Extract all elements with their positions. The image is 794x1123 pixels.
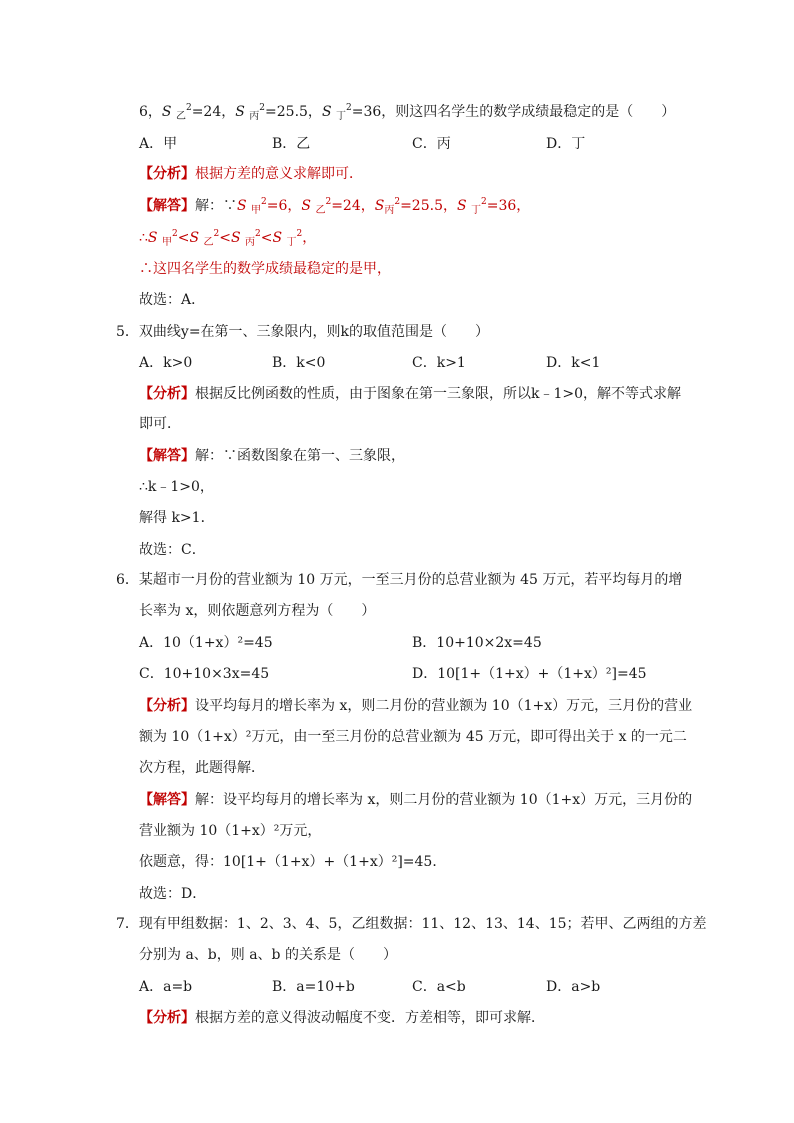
- q6-answer: 故选：D．: [139, 886, 207, 902]
- q6-analysis-text-3: 次方程，此题得解．: [139, 760, 265, 776]
- q5-option-b: B．k<0: [272, 355, 326, 371]
- q4-solution-tag: 【解答】: [139, 198, 195, 214]
- q7-number: 7．: [116, 916, 139, 932]
- q5-solution-tag: 【解答】: [139, 448, 195, 464]
- q6-analysis-tag: 【分析】: [139, 698, 195, 714]
- q6-solution-text-1: 解：设平均每月的增长率为 x，则二月份的营业额为 10（1+x）万元，三月份的: [195, 792, 693, 808]
- q6-solution: [139, 790, 692, 810]
- q7-analysis-tag: 【分析】: [139, 1010, 195, 1026]
- q4-analysis-tag: 【分析】: [139, 166, 195, 182]
- q4-solution-lead: 解：∵: [195, 198, 237, 214]
- q6-option-b: B．10+10×2x=45: [412, 635, 542, 651]
- q5-stem: [116, 322, 489, 342]
- q6-solution-text-2: 营业额为 10（1+x）²万元，: [139, 823, 322, 839]
- q4-inequality: ∴S $_甲^2$<S $_乙^2$<S $_丙^2$<S $_丁^2$，: [139, 229, 317, 248]
- q7-option-b: B．a=10+b: [272, 979, 355, 995]
- q4-analysis-text: 根据方差的意义求解即可．: [195, 166, 363, 182]
- q5-solution-text-3: 解得 k>1．: [139, 510, 215, 526]
- q4-analysis: [139, 164, 363, 184]
- q5-analysis-text-1: 根据反比例函数的性质，由于图象在第一三象限，所以k﹣1>0，解不等式求解: [195, 386, 682, 402]
- q5-solution-text-1: 解：∵函数图象在第一、三象限，: [195, 448, 405, 464]
- q6-number: 6．: [116, 572, 139, 588]
- q6-analysis-text-1: 设平均每月的增长率为 x，则二月份的营业额为 10（1+x）万元，三月份的营业: [195, 698, 693, 714]
- q5-number: 5．: [116, 324, 139, 340]
- q5-option-a: A．k>0: [139, 355, 193, 371]
- q4-conclusion: ∴这四名学生的数学成绩最稳定的是甲，: [139, 261, 391, 277]
- q6-stem: [116, 570, 682, 590]
- q7-analysis: [139, 1008, 545, 1028]
- q4-solution: 【解答】解：∵S $_甲^2$=6，S $_乙^2$=24，$S_丙^2=25.5$，S $_丁^2$=36，: [139, 197, 531, 216]
- q4-option-b: B．乙: [272, 136, 311, 152]
- q7-stem-text-1: 现有甲组数据：1、2、3、4、5，乙组数据：11、12、13、14、15；若甲、乙两组的方差: [138, 916, 707, 932]
- q6-stem-text-2: 长率为 x，则依题意列方程为（ ）: [139, 603, 376, 619]
- q7-option-d: D．a>b: [546, 979, 601, 995]
- q6-analysis: [139, 696, 692, 716]
- q7-option-c: C．a<b: [412, 979, 466, 995]
- q4-stem-tail: ，则这四名学生的数学成绩最稳定的是（ ）: [381, 104, 676, 120]
- q7-analysis-text: 根据方差的意义得波动幅度不变．方差相等，即可求解．: [195, 1010, 545, 1026]
- q5-solution-text-2: ∴k﹣1>0，: [139, 479, 214, 495]
- q6-solution-tag: 【解答】: [139, 792, 195, 808]
- q6-option-d: D．10[1+（1+x）+（1+x）²]=45: [412, 666, 647, 682]
- q5-option-c: C．k>1: [412, 355, 466, 371]
- q6-option-c: C．10+10×3x=45: [139, 666, 270, 682]
- q7-stem-text-2: 分别为 a、b，则 a、b 的关系是（ ）: [139, 947, 397, 963]
- q7-stem: [116, 914, 707, 934]
- q4-option-a: A．甲: [139, 136, 178, 152]
- q6-stem-text-1: 某超市一月份的营业额为 10 万元，一至三月份的总营业额为 45 万元，若平均每月的增: [138, 572, 683, 588]
- q5-solution: [139, 446, 405, 466]
- q5-answer: 故选：C．: [139, 542, 206, 558]
- q5-option-d: D．k<1: [546, 355, 601, 371]
- q5-analysis-tag: 【分析】: [139, 386, 195, 402]
- q4-answer: 故选：A．: [139, 292, 206, 308]
- q6-option-a: A．10（1+x）²=45: [139, 635, 273, 651]
- q7-option-a: A．a=b: [139, 979, 193, 995]
- q5-analysis-text-2: 即可．: [139, 416, 181, 432]
- q5-stem-text: 双曲线y=在第一、三象限内，则k的取值范围是（ ）: [138, 324, 490, 340]
- q4-option-c: C．丙: [412, 136, 451, 152]
- q4-option-d: D．丁: [546, 136, 586, 152]
- q5-analysis: [139, 384, 681, 404]
- q4-stem: 6，S $_乙^2$=24，S $_丙^2$=25.5，S $_丁^2$=36，则这四名学生的数学成绩最稳定的是（ ）: [139, 103, 676, 122]
- q6-solution-text-3: 依题意，得：10[1+（1+x）+（1+x）²]=45．: [139, 854, 447, 870]
- q6-analysis-text-2: 额为 10（1+x）²万元，由一至三月份的总营业额为 45 万元，即可得出关于 x 的一元二: [139, 729, 687, 745]
